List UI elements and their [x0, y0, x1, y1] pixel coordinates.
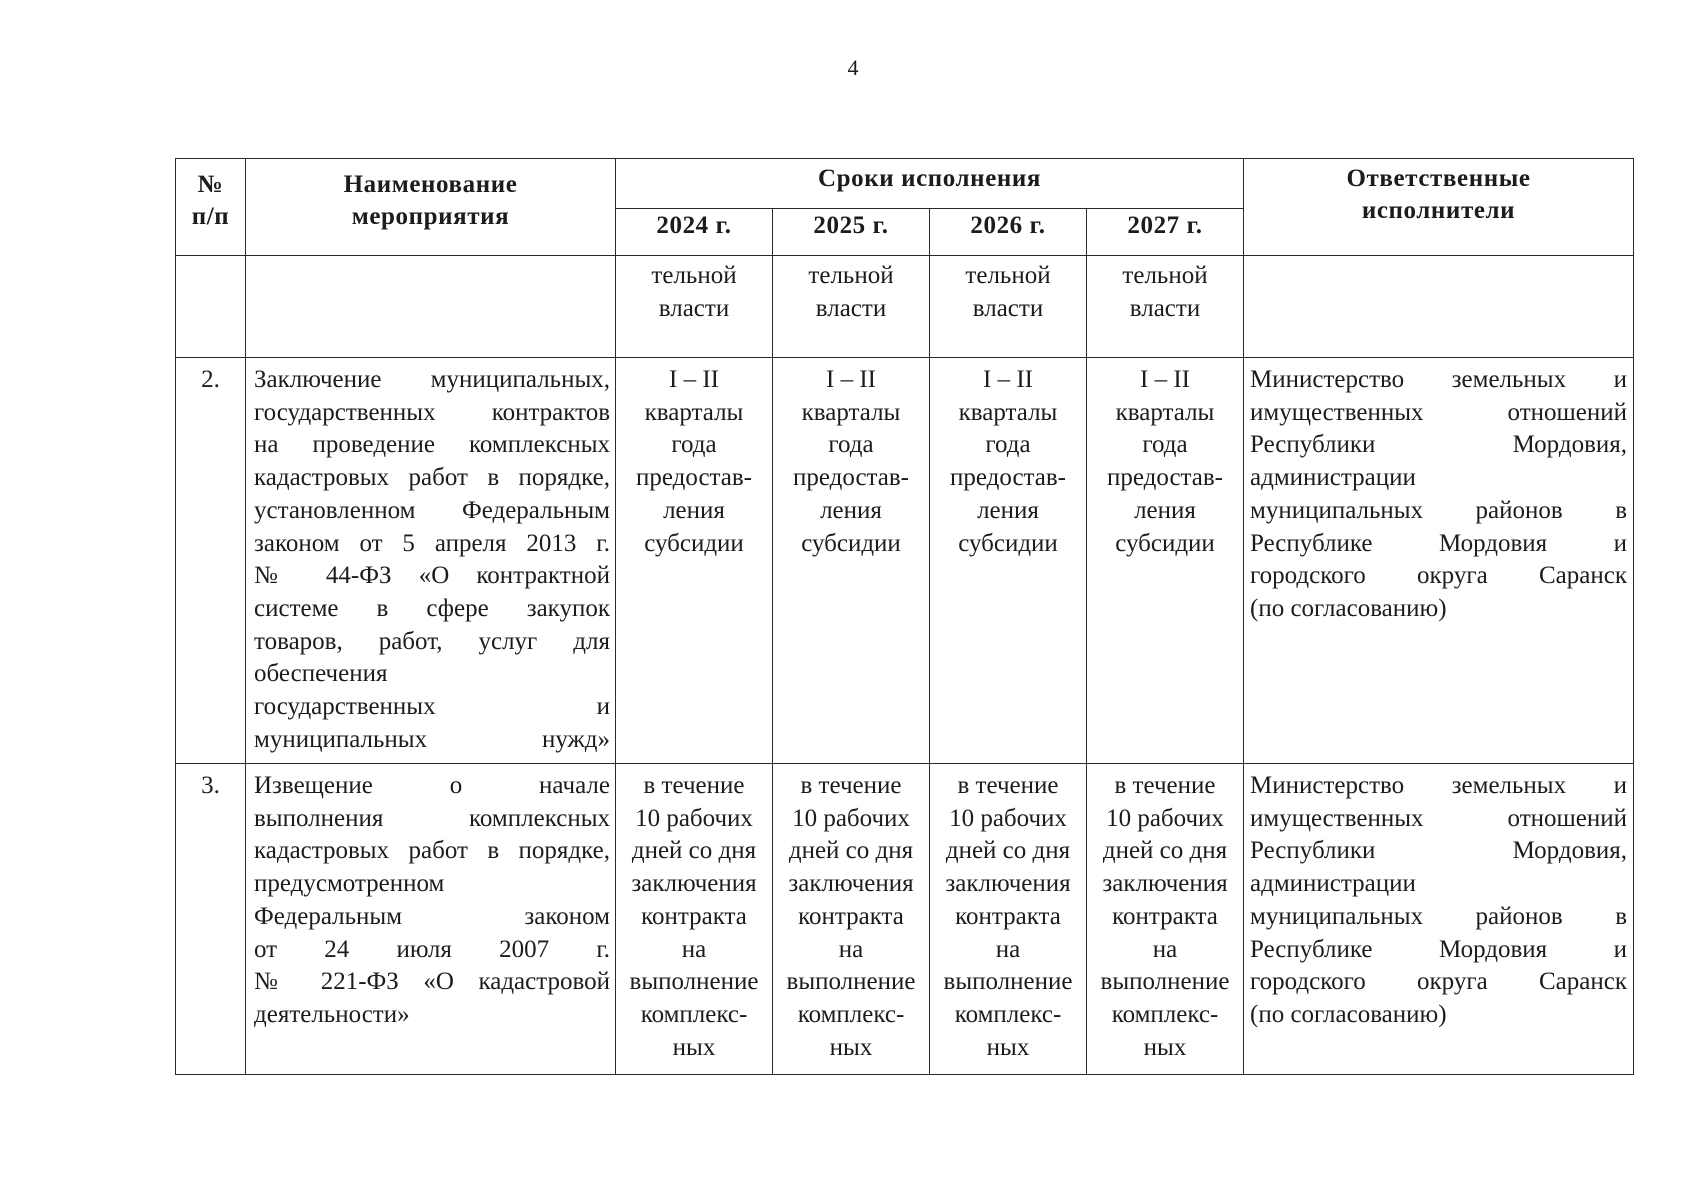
text-line: Министерство земельных и: [1250, 772, 1627, 799]
term-line: выполнение: [1100, 968, 1230, 996]
header-number-line: п/п: [191, 203, 230, 230]
text-line: системе в сфере закупок: [254, 594, 610, 622]
text-line: государственных контрактов: [254, 398, 610, 426]
text-line: предусмотренном: [254, 870, 445, 898]
term-line: ления: [1134, 496, 1196, 524]
term-line: кварталы: [958, 398, 1058, 426]
header-name-line: Наименование: [343, 171, 518, 198]
term-line: контракта: [955, 902, 1061, 930]
term-line: I – II: [1140, 366, 1190, 393]
text-line: имущественных отношений: [1250, 804, 1627, 832]
header-year-2025: 2025 г.: [773, 209, 930, 256]
text-line: Республики Мордовия,: [1250, 431, 1627, 459]
term-line: выполнение: [629, 968, 759, 996]
text-line: № 44-ФЗ «О контрактной: [254, 562, 610, 590]
term-line: года: [1142, 431, 1188, 459]
term-line: 10 рабочих: [949, 804, 1067, 832]
term-line: комплекс-: [640, 1000, 748, 1028]
term-line: на: [995, 935, 1021, 963]
text-line: муниципальных районов в: [1250, 496, 1627, 524]
term-line: ления: [663, 496, 725, 524]
term-line: субсидии: [801, 529, 901, 557]
text-line: законом от 5 апреля 2013 г.: [254, 529, 610, 557]
term-line: на: [681, 935, 707, 963]
term-2025: [773, 764, 930, 1075]
text-line: товаров, работ, услуг для: [254, 627, 610, 655]
table-row: [176, 358, 1634, 764]
term-2024: [616, 358, 773, 764]
text-line: Заключение муниципальных,: [254, 366, 610, 393]
term-line: заключения: [1102, 870, 1228, 898]
text-line: № 221-ФЗ «О кадастровой: [254, 968, 610, 996]
measure-name: [246, 764, 616, 1075]
text-line: муниципальных районов в: [1250, 902, 1627, 930]
term-line: дней со дня: [945, 837, 1071, 865]
measure-name: [246, 358, 616, 764]
text-line: муниципальных нужд»: [254, 725, 610, 753]
term-line: дней со дня: [788, 837, 914, 865]
text-line: обеспечения: [254, 660, 388, 688]
term-line: I – II: [669, 366, 719, 393]
header-year-2027: 2027 г.: [1087, 209, 1244, 256]
term-line: на: [838, 935, 864, 963]
term-line: в течение: [643, 772, 745, 799]
term-line: в течение: [1114, 772, 1216, 799]
text-line: (по согласованию): [1250, 1000, 1447, 1028]
term-line: года: [671, 431, 717, 459]
term-2026: [930, 358, 1087, 764]
row-number: 2.: [176, 358, 246, 764]
continuation-num: [176, 256, 246, 358]
continuation-responsible: [1244, 256, 1634, 358]
table-row-continuation: [176, 256, 1634, 358]
text-line: деятельности»: [254, 1000, 410, 1028]
term-2027: [1087, 358, 1244, 764]
responsible-executors: [1244, 358, 1634, 764]
text-line: администрации: [1250, 464, 1416, 492]
text-line: городского округа Саранск: [1250, 968, 1627, 996]
term-line: ных: [672, 1033, 716, 1061]
text-line: выполнения комплексных: [254, 804, 610, 832]
continuation-term-2024: тельной власти: [616, 256, 773, 358]
text-line: Извещение о начале: [254, 772, 610, 799]
term-line: комплекс-: [1111, 1000, 1219, 1028]
header-responsible-line: Ответственные: [1346, 165, 1531, 192]
text-line: от 24 июля 2007 г.: [254, 935, 610, 963]
term-line: I – II: [983, 366, 1033, 393]
header-name: [246, 159, 616, 256]
term-line: субсидии: [644, 529, 744, 557]
text-line: имущественных отношений: [1250, 398, 1627, 426]
header-year-2024: 2024 г.: [616, 209, 773, 256]
term-line: кварталы: [1115, 398, 1215, 426]
continuation-term-2026: тельной власти: [930, 256, 1087, 358]
term-2025: [773, 358, 930, 764]
term-2024: [616, 764, 773, 1075]
term-line: ления: [977, 496, 1039, 524]
term-line: ных: [986, 1033, 1030, 1061]
term-line: дней со дня: [1102, 837, 1228, 865]
term-2027: [1087, 764, 1244, 1075]
header-year-2026: 2026 г.: [930, 209, 1087, 256]
term-line: заключения: [945, 870, 1071, 898]
text-line: Республике Мордовия и: [1250, 529, 1627, 557]
header-number-line: №: [197, 171, 224, 198]
text-line: кадастровых работ в порядке,: [254, 837, 610, 865]
text-line: городского округа Саранск: [1250, 562, 1627, 590]
term-line: заключения: [788, 870, 914, 898]
continuation-term-2025: тельной власти: [773, 256, 930, 358]
term-line: выполнение: [943, 968, 1073, 996]
text-line: Республики Мордовия,: [1250, 837, 1627, 865]
header-responsible: [1244, 159, 1634, 256]
text-line: (по согласованию): [1250, 594, 1447, 622]
text-line: Министерство земельных и: [1250, 366, 1627, 393]
text-line: установленном Федеральным: [254, 496, 610, 524]
term-line: контракта: [1112, 902, 1218, 930]
term-line: субсидии: [1115, 529, 1215, 557]
term-line: года: [985, 431, 1031, 459]
term-line: ления: [820, 496, 882, 524]
header-row: [176, 159, 1634, 209]
header-period: Сроки исполнения: [616, 159, 1244, 209]
term-line: 10 рабочих: [635, 804, 753, 832]
term-2026: [930, 764, 1087, 1075]
term-line: предостав-: [635, 464, 753, 492]
term-line: комплекс-: [954, 1000, 1062, 1028]
term-line: субсидии: [958, 529, 1058, 557]
term-line: предостав-: [1106, 464, 1224, 492]
term-line: предостав-: [949, 464, 1067, 492]
term-line: в течение: [800, 772, 902, 799]
continuation-term-2027: тельной власти: [1087, 256, 1244, 358]
text-line: государственных и: [254, 693, 610, 721]
term-line: заключения: [631, 870, 757, 898]
term-line: I – II: [826, 366, 876, 393]
term-line: контракта: [641, 902, 747, 930]
term-line: в течение: [957, 772, 1059, 799]
term-line: на: [1152, 935, 1178, 963]
term-line: контракта: [798, 902, 904, 930]
term-line: комплекс-: [797, 1000, 905, 1028]
term-line: выполнение: [786, 968, 916, 996]
responsible-executors: [1244, 764, 1634, 1075]
header-name-line: мероприятия: [351, 203, 510, 230]
term-line: 10 рабочих: [1106, 804, 1224, 832]
term-line: дней со дня: [631, 837, 757, 865]
page-number: 4: [847, 55, 859, 80]
row-number: 3.: [176, 764, 246, 1075]
text-line: на проведение комплексных: [254, 431, 610, 459]
text-line: администрации: [1250, 870, 1416, 898]
term-line: года: [828, 431, 874, 459]
table-row: [176, 764, 1634, 1075]
term-line: ных: [829, 1033, 873, 1061]
text-line: Федеральным законом: [254, 902, 610, 930]
continuation-name: [246, 256, 616, 358]
measures-table: [175, 158, 1634, 1075]
term-line: предостав-: [792, 464, 910, 492]
term-line: кварталы: [644, 398, 744, 426]
term-line: кварталы: [801, 398, 901, 426]
term-line: 10 рабочих: [792, 804, 910, 832]
header-number: [176, 159, 246, 256]
header-responsible-line: исполнители: [1361, 197, 1516, 224]
text-line: Республике Мордовия и: [1250, 935, 1627, 963]
term-line: ных: [1143, 1033, 1187, 1061]
text-line: кадастровых работ в порядке,: [254, 464, 610, 492]
